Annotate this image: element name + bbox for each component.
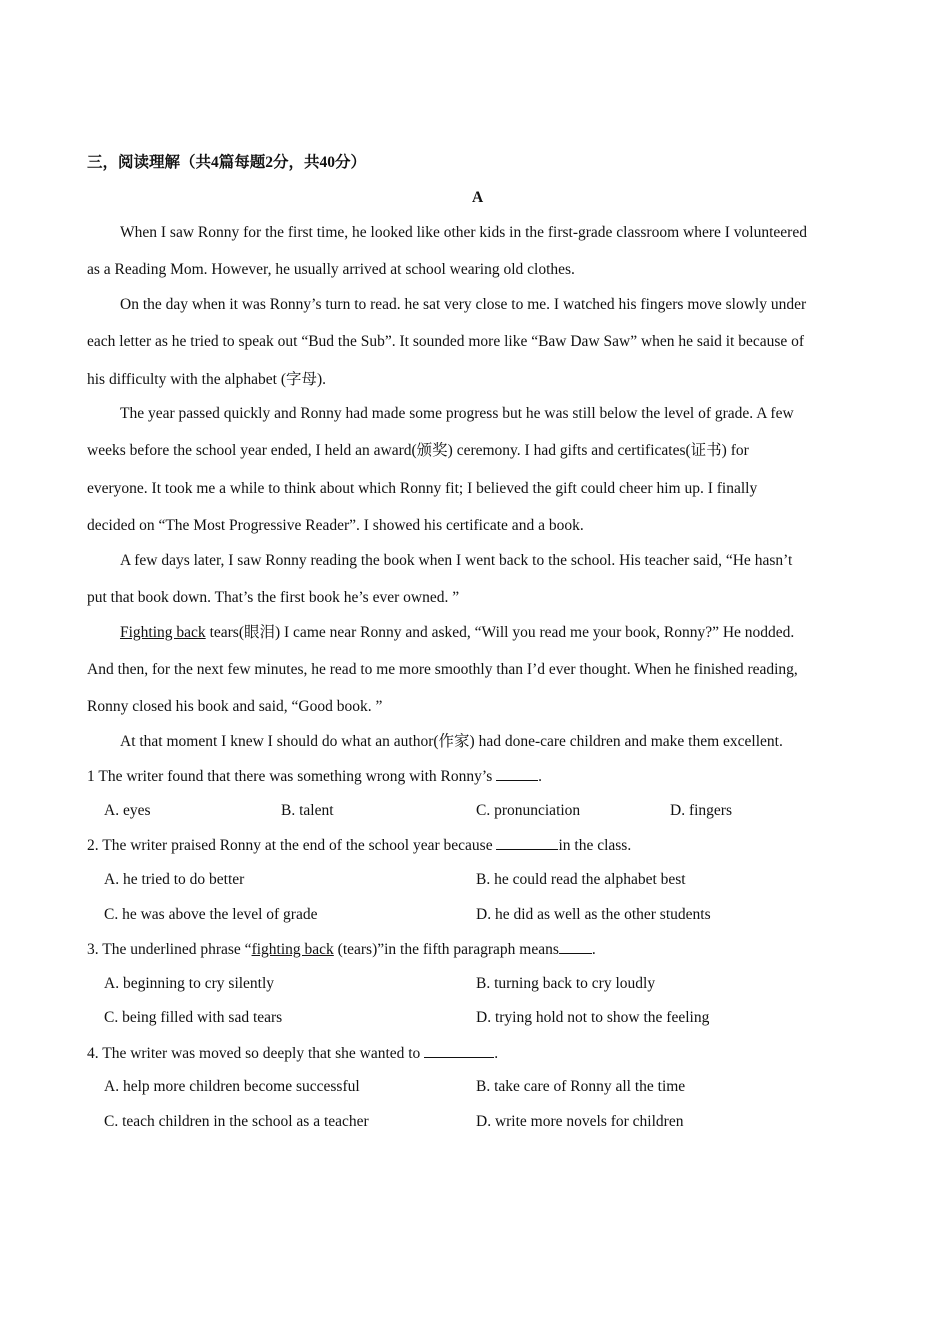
option-c: C. pronunciation (476, 802, 581, 819)
question-end: . (538, 768, 542, 785)
question-end: . (494, 1045, 499, 1062)
question-3-stem (87, 939, 596, 960)
passage-line: each letter as he tried to speak out “Bud the Sub”. It sounded more like “Baw Daw Saw” when he said it because of (87, 333, 805, 350)
underlined-phrase: Fighting back (120, 624, 206, 641)
passage-line: And then, for the next few minutes, he read to me more smoothly than I’d ever thought. When he finished reading, (87, 661, 798, 678)
underlined-phrase: fighting back (251, 941, 334, 958)
option-b: B. he could read the alphabet best (476, 871, 686, 888)
question-text: 4. The writer was moved so deeply that she wanted to (87, 1045, 425, 1062)
option-d: D. fingers (670, 802, 732, 819)
answer-blank (424, 1043, 494, 1058)
passage-line: At that moment I knew I should do what an author(作家) had done-care children and make them excellent. (120, 733, 783, 750)
option-d: D. write more novels for children (476, 1113, 684, 1130)
question-4-stem (87, 1043, 498, 1064)
option-a: A. he tried to do better (104, 871, 245, 888)
passage-line: weeks before the school year ended, I held an award(颁奖) ceremony. I had gifts and certificates(证书) for (87, 442, 749, 459)
answer-blank (559, 939, 592, 954)
option-a: A. help more children become successful (104, 1078, 360, 1095)
passage-line: On the day when it was Ronny’s turn to read. he sat very close to me. I watched his fingers move slowly under (120, 296, 807, 313)
passage-line (120, 623, 794, 643)
answer-blank (496, 766, 538, 781)
answer-blank (496, 835, 558, 850)
passage-line: everyone. It took me a while to think about which Ronny fit; I believed the gift could cheer him up. I finally (87, 480, 758, 497)
option-c: C. being filled with sad tears (104, 1009, 283, 1026)
passage-line: The year passed quickly and Ronny had made some progress but he was still below the level of grade. A few (120, 405, 794, 422)
passage-line: his difficulty with the alphabet (字母). (87, 371, 327, 388)
passage-line: A few days later, I saw Ronny reading the book when I went back to the school. His teacher said, “He hasn’t (120, 552, 793, 569)
question-end: in the class. (558, 837, 632, 854)
passage-line: put that book down. That’s the first book he’s ever owned. ” (87, 589, 460, 606)
question-end: . (591, 941, 596, 958)
passage-line: decided on “The Most Progressive Reader”. I showed his certificate and a book. (87, 517, 584, 534)
section-heading: 三，阅读理解（共4篇每题2分，共40分） (87, 154, 367, 171)
option-a: A. beginning to cry silently (104, 975, 275, 992)
option-b: B. take care of Ronny all the time (476, 1078, 686, 1095)
passage-line: When I saw Ronny for the first time, he looked like other kids in the first-grade classroom where I volunteered (120, 224, 807, 241)
question-1-stem (87, 766, 542, 787)
passage-line: as a Reading Mom. However, he usually arrived at school wearing old clothes. (87, 261, 575, 278)
passage-label: A (472, 189, 484, 206)
question-text: (tears)”in the fifth paragraph means (333, 941, 559, 958)
question-text: 1 The writer found that there was something wrong with Ronny’s (87, 768, 497, 785)
option-b: B. talent (281, 802, 334, 819)
option-c: C. he was above the level of grade (104, 906, 318, 923)
question-2-stem (87, 835, 631, 856)
question-text: 3. The underlined phrase “ (87, 941, 252, 958)
passage-text: tears(眼泪) I came near Ronny and asked, “Will you read me your book, Ronny?” He nodded. (205, 624, 795, 641)
passage-line: Ronny closed his book and said, “Good book. ” (87, 698, 383, 715)
option-b: B. turning back to cry loudly (476, 975, 656, 992)
option-c: C. teach children in the school as a teacher (104, 1113, 369, 1130)
option-a: A. eyes (104, 802, 151, 819)
question-text: 2. The writer praised Ronny at the end of the school year because (87, 837, 497, 854)
option-d: D. he did as well as the other students (476, 906, 711, 923)
option-d: D. trying hold not to show the feeling (476, 1009, 710, 1026)
